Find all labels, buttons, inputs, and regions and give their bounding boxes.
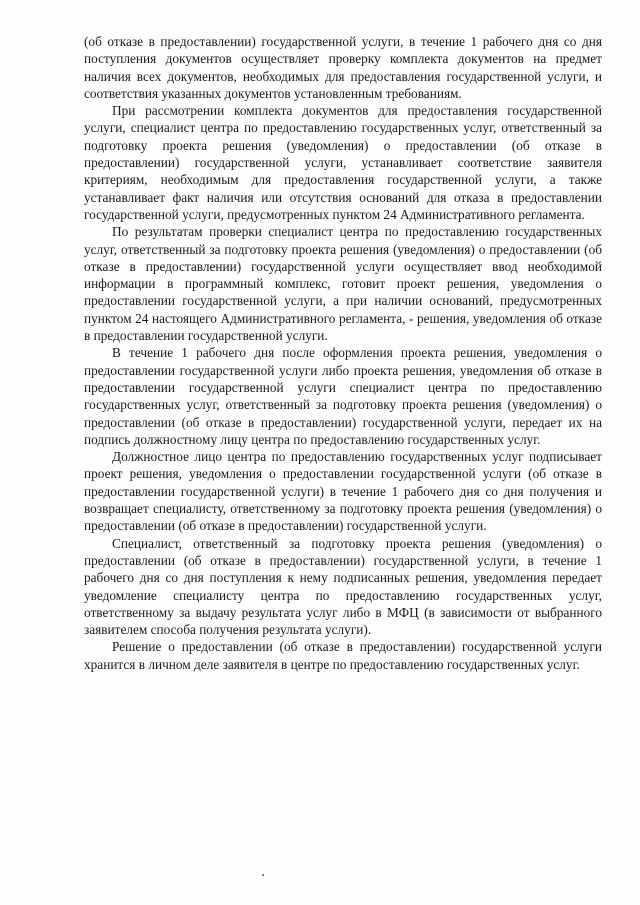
paragraph-1: (об отказе в предоставлении) государственной услуги, в течение 1 рабочего дня со дня поступления документов осуществляет проверку комплекта документов на предмет наличия всех документов, необходимых для предоставления государственной услуги, и соответствия указанных документов установленным требованиям. bbox=[84, 34, 602, 101]
paragraph-5: Должностное лицо центра по предоставлению государственных услуг подписывает проект решения, уведомления о предоставлении государственной услуги (об отказе в предоставлении государственной услуги) в течение 1 рабочего дня со дня получения и возвращает специалисту, ответственному за подготовку проекта решения (уведомления) о предоставлении (об отказе в предоставлении) государственной услуги. bbox=[84, 449, 602, 534]
document-body bbox=[84, 33, 602, 673]
paragraph-6: Специалист, ответственный за подготовку проекта решения (уведомления) о предоставлении (об отказе в предоставлении) государственной услуги, в течение 1 рабочего дня со дня поступления к нему подписанных решения, уведомления передает уведомление специалисту центра по предоставлению государственных услуг, ответственному за выдачу результата услуг либо в МФЦ (в зависимости от выбранного заявителем способа получения результата услуги). bbox=[84, 535, 602, 638]
scan-speck bbox=[262, 874, 264, 876]
paragraph-4: В течение 1 рабочего дня после оформления проекта решения, уведомления о предоставлении государственной услуги либо проекта решения, уведомления об отказе в предоставлении государственной услуги специалист центра по предоставлению государственных услуг, ответственный за подготовку проекта решения (уведомления) о предоставлении (об отказе в предоставлении) государственной услуги, передает их на подпись должностному лицу центра по предоставлению государственных услуг. bbox=[84, 345, 602, 447]
paragraph-2: При рассмотрении комплекта документов для предоставления государственной услуги, специалист центра по предоставлению государственных услуг, ответственный за подготовку проекта решения (уведомления) о предоставлении (об отказе в предоставлении) государственной услуги, устанавливает соответствие заявителя критериям, необходимым для предоставления государственной услуги, а также устанавливает факт наличия или отсутствия оснований для отказа в предоставлении государственной услуги, предусмотренных пунктом 24 Административного регламента. bbox=[84, 103, 602, 222]
paragraph-3: По результатам проверки специалист центра по предоставлению государственных услуг, ответственный за подготовку проекта решения (уведомления) о предоставлении (об отказе в предоставлении) государственной услуги осуществляет ввод необходимой информации в программный комплекс, готовит проект решения, уведомления о предоставлении государственной услуги, а при наличии оснований, предусмотренных пунктом 24 настоящего Административного регламента, - решения, уведомления об отказе в предоставлении государственной услуги. bbox=[84, 224, 602, 344]
paragraph-7: Решение о предоставлении (об отказе в предоставлении) государственной услуги хранится в личном деле заявителя в центре по предоставлению государственных услуг. bbox=[84, 639, 602, 672]
